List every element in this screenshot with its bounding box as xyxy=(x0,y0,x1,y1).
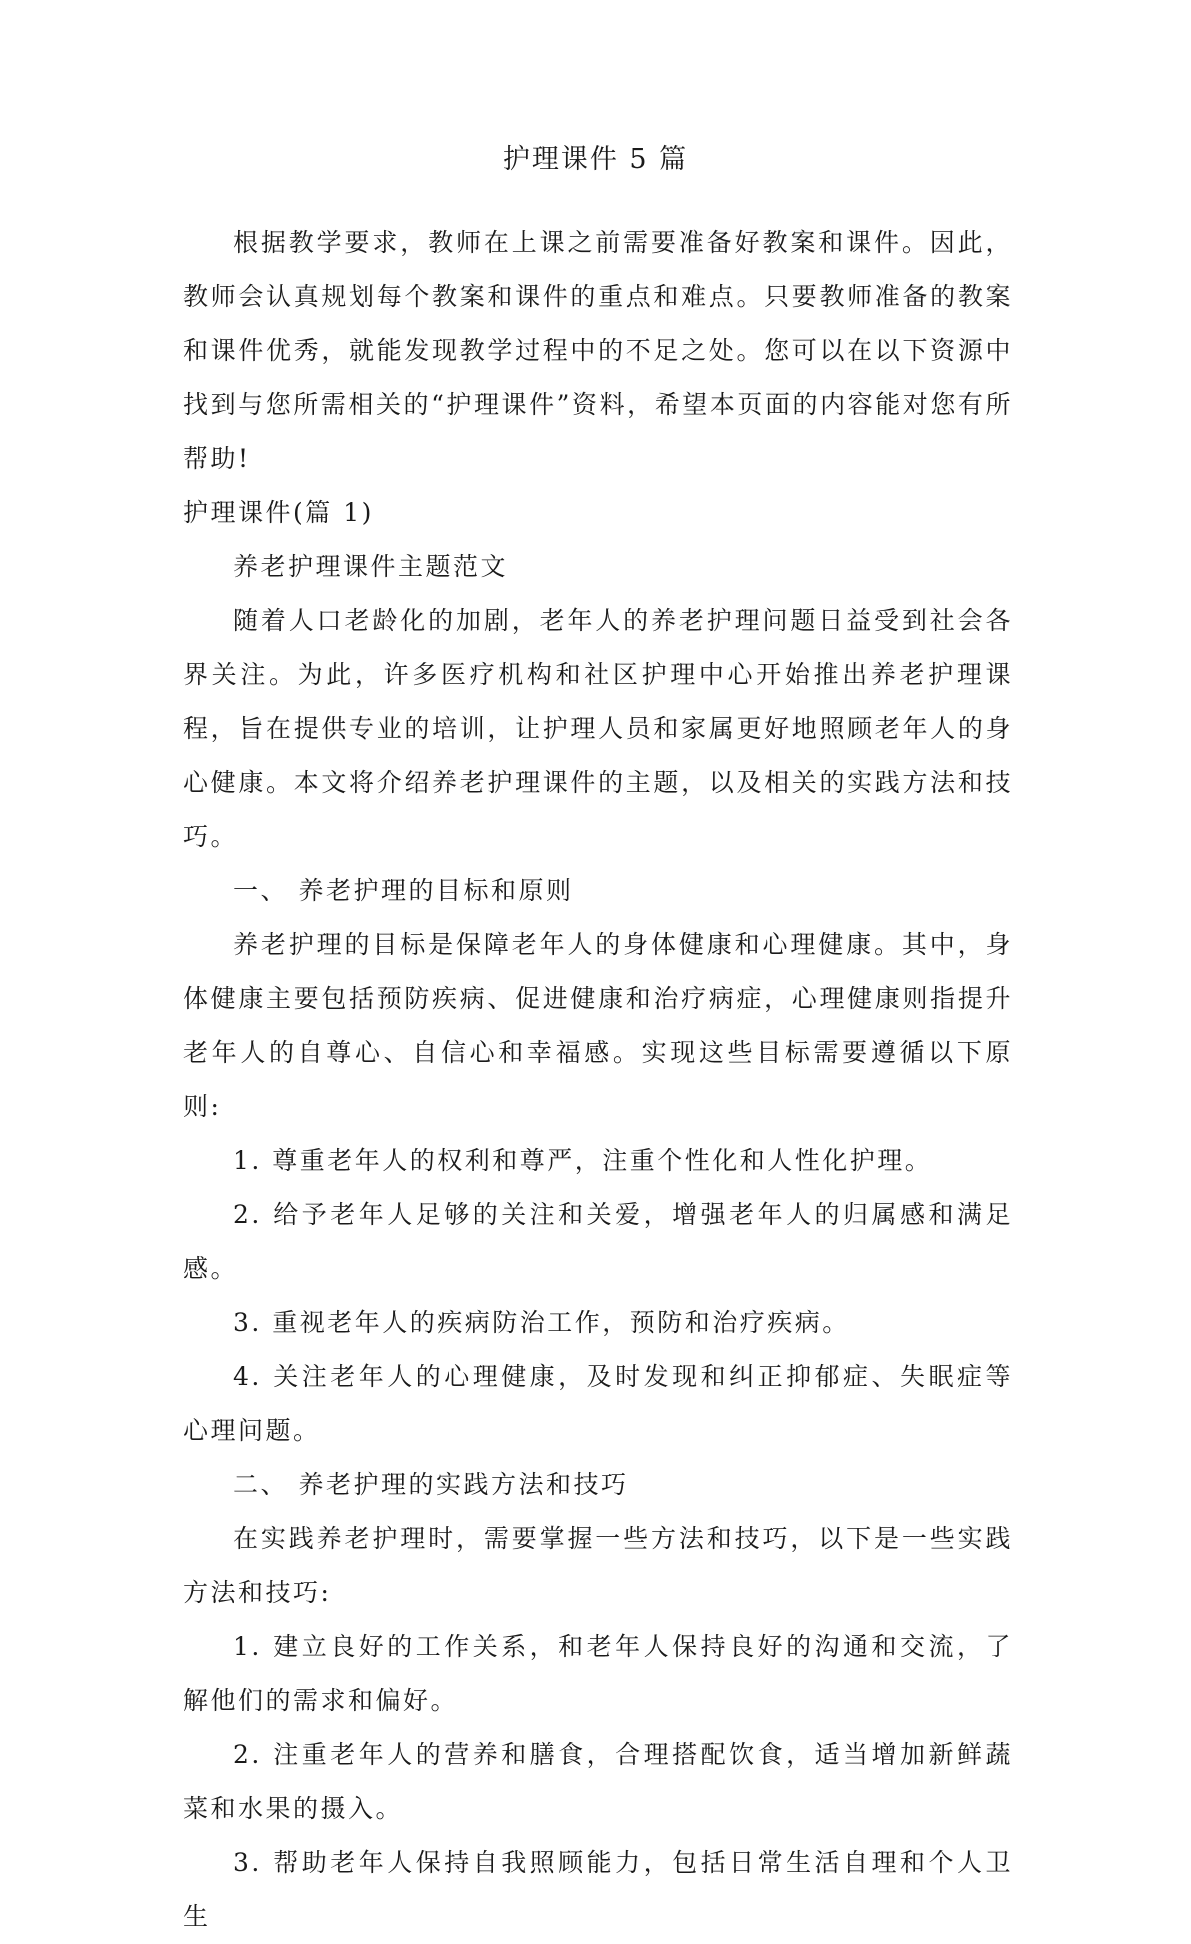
intro-paragraph: 根据教学要求，教师在上课之前需要准备好教案和课件。因此，教师会认真规划每个教案和课件的重点和难点。只要教师准备的教案和课件优秀，就能发现教学过程中的不足之处。您可以在以下资源中找到与您所需相关的“护理课件”资料，希望本页面的内容能对您有所帮助! xyxy=(183,228,1013,473)
principle-item: 3. 重视老年人的疾病防治工作，预防和治疗疾病。 xyxy=(233,1308,850,1337)
principle-item: 4. 关注老年人的心理健康，及时发现和纠正抑郁症、失眠症等心理问题。 xyxy=(183,1362,1013,1445)
paragraph-goals: 养老护理的目标是保障老年人的身体健康和心理健康。其中，身体健康主要包括预防疾病、促进健康和治疗病症，心理健康则指提升老年人的自尊心、自信心和幸福感。实现这些目标需要遵循以下原则: xyxy=(183,930,1013,1121)
method-item: 2. 注重老年人的营养和膳食，合理搭配饮食，适当增加新鲜蔬菜和水果的摄入。 xyxy=(183,1740,1013,1823)
paragraph-methods-intro: 在实践养老护理时，需要掌握一些方法和技巧，以下是一些实践方法和技巧: xyxy=(183,1524,1013,1607)
document-body xyxy=(183,216,1013,1944)
paragraph-background: 随着人口老龄化的加剧，老年人的养老护理问题日益受到社会各界关注。为此，许多医疗机构和社区护理中心开始推出养老护理课程，旨在提供专业的培训，让护理人员和家属更好地照顾老年人的身心健康。本文将介绍养老护理课件的主题，以及相关的实践方法和技巧。 xyxy=(183,606,1013,851)
method-item: 1. 建立良好的工作关系，和老年人保持良好的沟通和交流，了解他们的需求和偏好。 xyxy=(183,1632,1013,1715)
method-item: 3. 帮助老年人保持自我照顾能力，包括日常生活自理和个人卫生 xyxy=(183,1848,1013,1931)
principle-item: 1. 尊重老年人的权利和尊严，注重个性化和人性化护理。 xyxy=(233,1146,933,1175)
section-heading: 护理课件(篇 1) xyxy=(183,498,374,527)
principle-item: 2. 给予老年人足够的关注和关爱，增强老年人的归属感和满足感。 xyxy=(183,1200,1013,1283)
article-title: 养老护理课件主题范文 xyxy=(233,552,509,581)
heading-methods: 二、 养老护理的实践方法和技巧 xyxy=(233,1470,629,1499)
heading-goals-principles: 一、 养老护理的目标和原则 xyxy=(233,876,574,905)
document-title: 护理课件 5 篇 xyxy=(502,144,689,175)
